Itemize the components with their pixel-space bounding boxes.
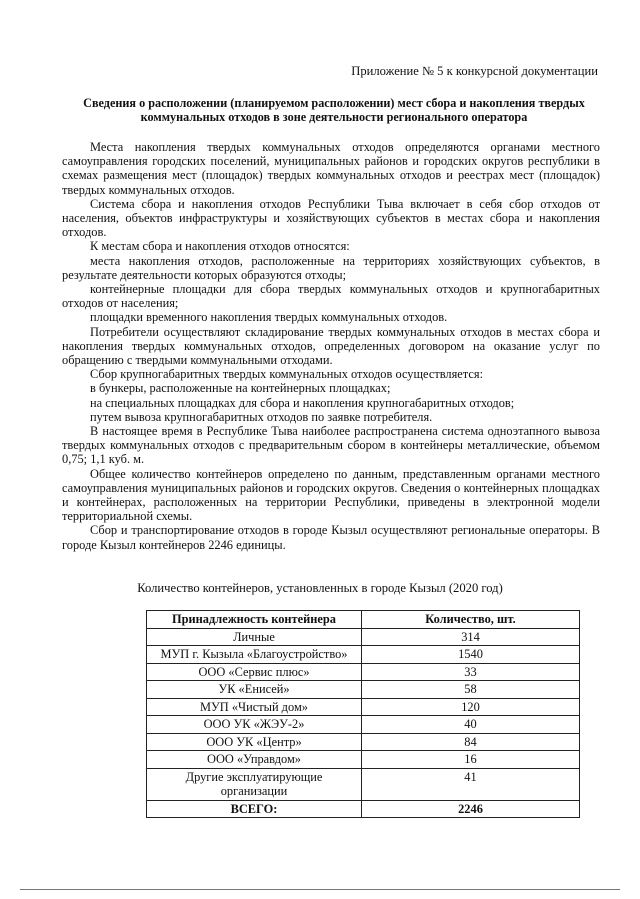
- paragraph: В настоящее время в Республике Тыва наиболее распространена система одноэтапного вывоза твердых коммунальных отходов с предварительным сбором в контейнеры металлические, объемом 0,75; 1,1 куб. м.: [62, 424, 600, 467]
- owner-cell: МУП «Чистый дом»: [147, 698, 362, 716]
- paragraph: путем вывоза крупногабаритных отходов по заявке потребителя.: [90, 409, 433, 424]
- table-row: [147, 628, 580, 646]
- paragraph: в бункеры, расположенные на контейнерных площадках;: [90, 381, 391, 396]
- paragraph: площадки временного накопления твердых коммунальных отходов.: [90, 310, 448, 325]
- owner-cell: ООО «Сервис плюс»: [147, 663, 362, 681]
- total-value: 2246: [362, 800, 580, 818]
- paragraph: К местам сбора и накопления отходов относятся:: [90, 239, 350, 254]
- paragraph: контейнерные площадки для сбора твердых коммунальных отходов и крупногабаритных отходов от населения;: [62, 282, 600, 311]
- table-row: [147, 698, 580, 716]
- count-cell: 314: [362, 628, 580, 646]
- count-cell: 84: [362, 733, 580, 751]
- paragraph: Места накопления твердых коммунальных отходов определяются органами местного самоуправления городских поселений, муниципальных районов и городских округов республики в схемах размещения мест (площадок) твердых коммунальных отходов и реестрах мест (площадок) твердых коммунальных отходов.: [62, 140, 600, 197]
- owner-cell: Другие эксплуатирующие организации: [147, 768, 362, 800]
- appendix-label: Приложение № 5 к конкурсной документации: [351, 64, 598, 78]
- table-row: [147, 646, 580, 664]
- table-row: [147, 751, 580, 769]
- column-header-owner: Принадлежность контейнера: [147, 611, 362, 629]
- table-row: [147, 733, 580, 751]
- owner-cell: ООО УК «ЖЭУ-2»: [147, 716, 362, 734]
- column-header-count: Количество, шт.: [362, 611, 580, 629]
- owner-cell: Личные: [147, 628, 362, 646]
- total-row: [147, 800, 580, 818]
- table-row: [147, 716, 580, 734]
- owner-cell: ООО «Управдом»: [147, 751, 362, 769]
- count-cell: 120: [362, 698, 580, 716]
- paragraph: Система сбора и накопления отходов Республики Тыва включает в себя сбор отходов от населения, объектов инфраструктуры и хозяйствующих субъектов в местах сбора и накопления отходов.: [62, 196, 600, 240]
- paragraph: Общее количество контейнеров определено по данным, представленным органами местного самоуправления муниципальных районов и городских округов. Сведения о контейнерных площадках и контейнерах, расположенных на территории Республики, приведены в электронной модели территориальной схемы.: [62, 466, 600, 524]
- count-cell: 1540: [362, 646, 580, 664]
- count-cell: 58: [362, 681, 580, 699]
- owner-cell: МУП г. Кызыла «Благоустройство»: [147, 646, 362, 664]
- bottom-divider: [20, 889, 620, 890]
- total-label: ВСЕГО:: [147, 800, 362, 818]
- paragraph: Сбор и транспортирование отходов в городе Кызыл осуществляют региональные операторы. В городе Кызыл контейнеров 2246 единицы.: [62, 523, 600, 552]
- count-cell: 33: [362, 663, 580, 681]
- table-row: [147, 681, 580, 699]
- paragraph: места накопления отходов, расположенные на территориях хозяйствующих субъектов, в результате деятельности которых образуются отходы;: [62, 253, 600, 282]
- table-header-row: [147, 611, 580, 629]
- body-text: [62, 140, 600, 552]
- count-cell: 41: [362, 768, 580, 800]
- paragraph: Потребители осуществляют складирование твердых коммунальных отходов в местах сбора и накопления твердых коммунальных отходов, определенных договором на оказание услуг по обращению с твердыми коммунальными отходами.: [62, 324, 600, 368]
- count-cell: 16: [362, 751, 580, 769]
- table-row: [147, 768, 580, 800]
- containers-table: [146, 610, 580, 818]
- table-caption: Количество контейнеров, установленных в городе Кызыл (2020 год): [137, 581, 503, 595]
- document-title: Сведения о расположении (планируемом расположении) мест сбора и накопления твердых коммунальных отходов в зоне деятельности регионального оператора: [83, 96, 585, 124]
- paragraph: Сбор крупногабаритных твердых коммунальных отходов осуществляется:: [90, 367, 484, 382]
- table-row: [147, 663, 580, 681]
- count-cell: 40: [362, 716, 580, 734]
- paragraph: на специальных площадках для сбора и накопления крупногабаритных отходов;: [90, 395, 515, 410]
- owner-cell: УК «Енисей»: [147, 681, 362, 699]
- owner-cell: ООО УК «Центр»: [147, 733, 362, 751]
